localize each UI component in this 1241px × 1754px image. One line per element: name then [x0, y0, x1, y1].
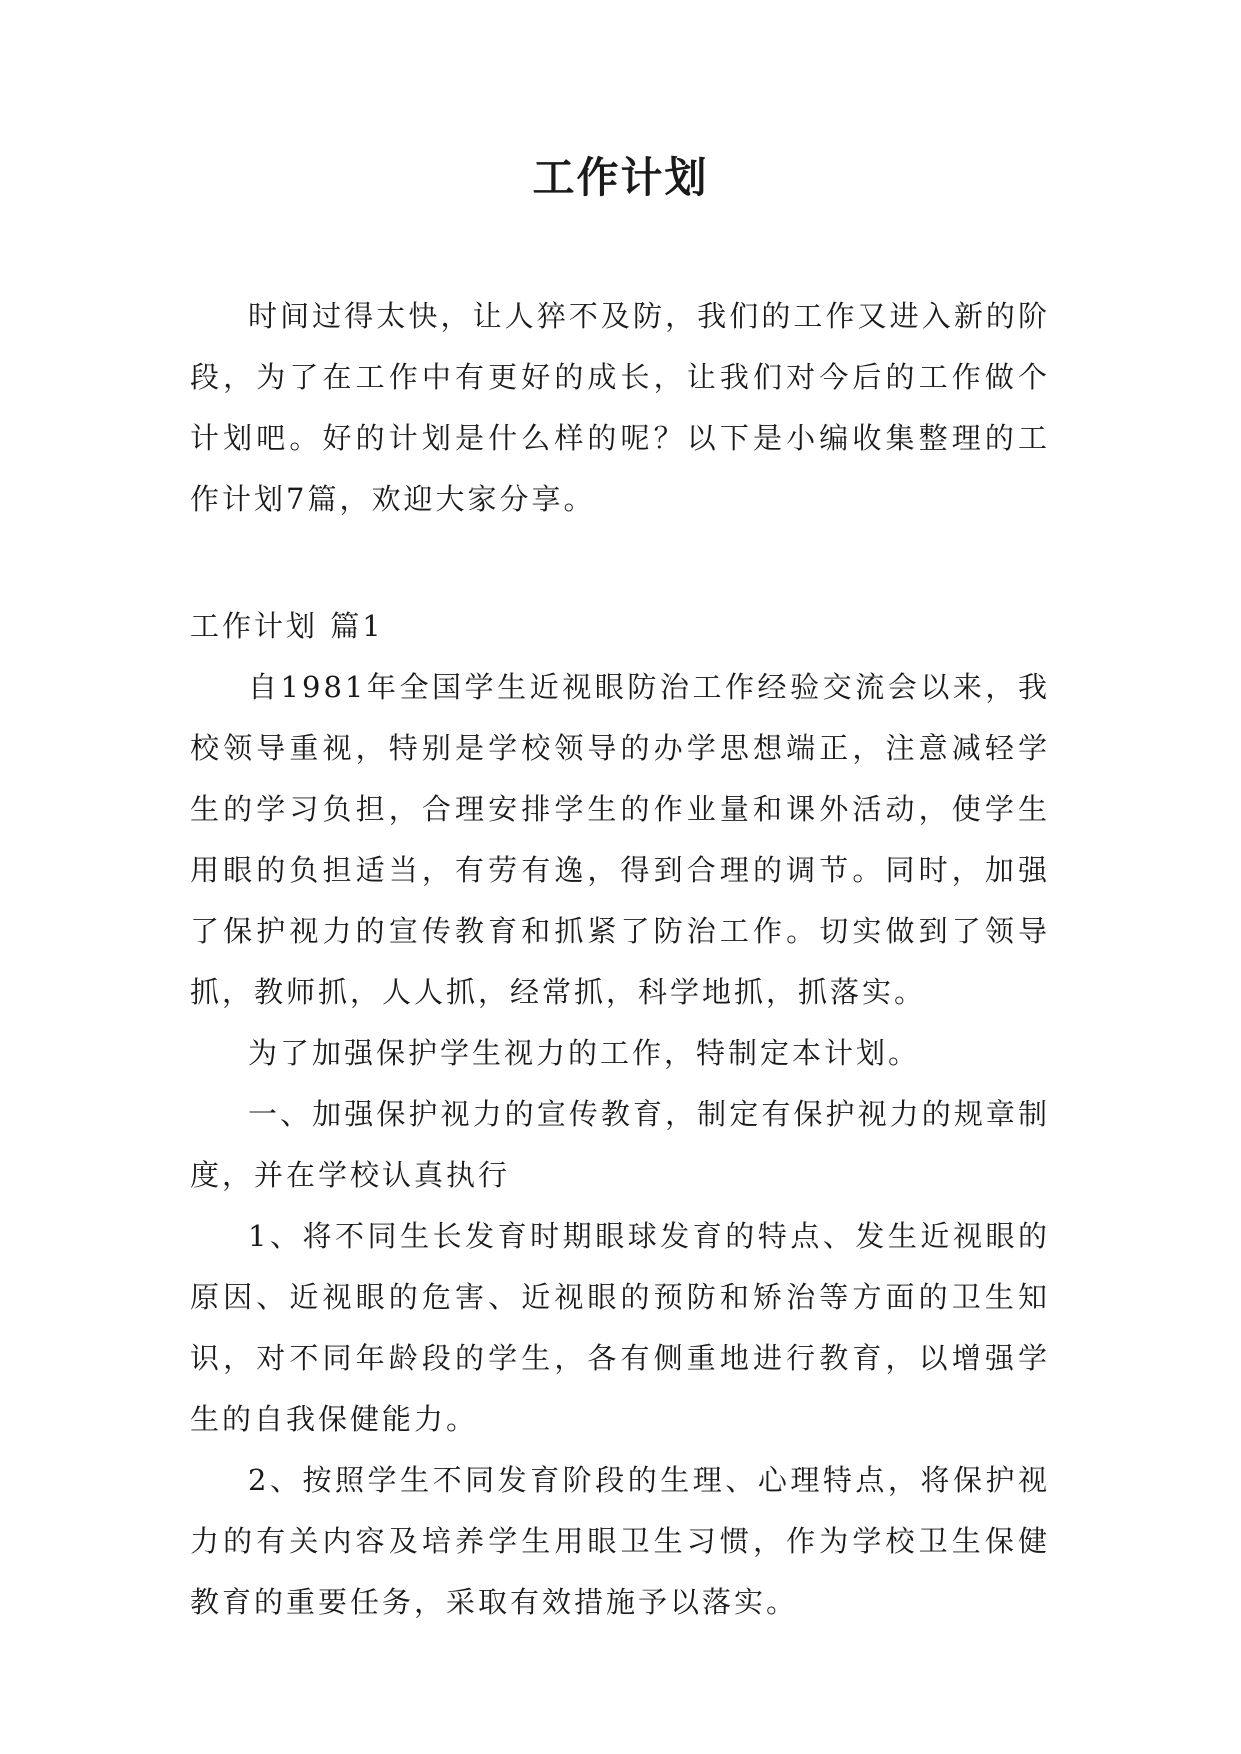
body-paragraph-1: 自1981年全国学生近视眼防治工作经验交流会以来，我校领导重视，特别是学校领导的办学思想端正，注意减轻学生的学习负担，合理安排学生的作业量和课外活动，使学生用眼的负担适当，有劳有逸，得到合理的调节。同时，加强了保护视力的宣传教育和抓紧了防治工作。切实做到了领导抓，教师抓，人人抓，经常抓，科学地抓，抓落实。 [190, 670, 1050, 1009]
body-paragraph-4: 1、将不同生长发育时期眼球发育的特点、发生近视眼的原因、近视眼的危害、近视眼的预防和矫治等方面的卫生知识，对不同年龄段的学生，各有侧重地进行教育，以增强学生的自我保健能力。 [190, 1219, 1050, 1436]
document-body [190, 286, 1050, 1633]
body-paragraph-2: 为了加强保护学生视力的工作，特制定本计划。 [248, 1036, 921, 1070]
intro-paragraph: 时间过得太快，让人猝不及防，我们的工作又进入新的阶段，为了在工作中有更好的成长，让我们对今后的工作做个计划吧。好的计划是什么样的呢？以下是小编收集整理的工作计划7篇，欢迎大家分享。 [190, 299, 1050, 516]
body-paragraph-5: 2、按照学生不同发育阶段的生理、心理特点，将保护视力的有关内容及培养学生用眼卫生习惯，作为学校卫生保健教育的重要任务，采取有效措施予以落实。 [190, 1463, 1050, 1619]
body-paragraph-3: 一、加强保护视力的宣传教育，制定有保护视力的规章制度，并在学校认真执行 [190, 1097, 1050, 1192]
section-heading: 工作计划 篇1 [190, 609, 384, 643]
document-title: 工作计划 [532, 153, 709, 202]
